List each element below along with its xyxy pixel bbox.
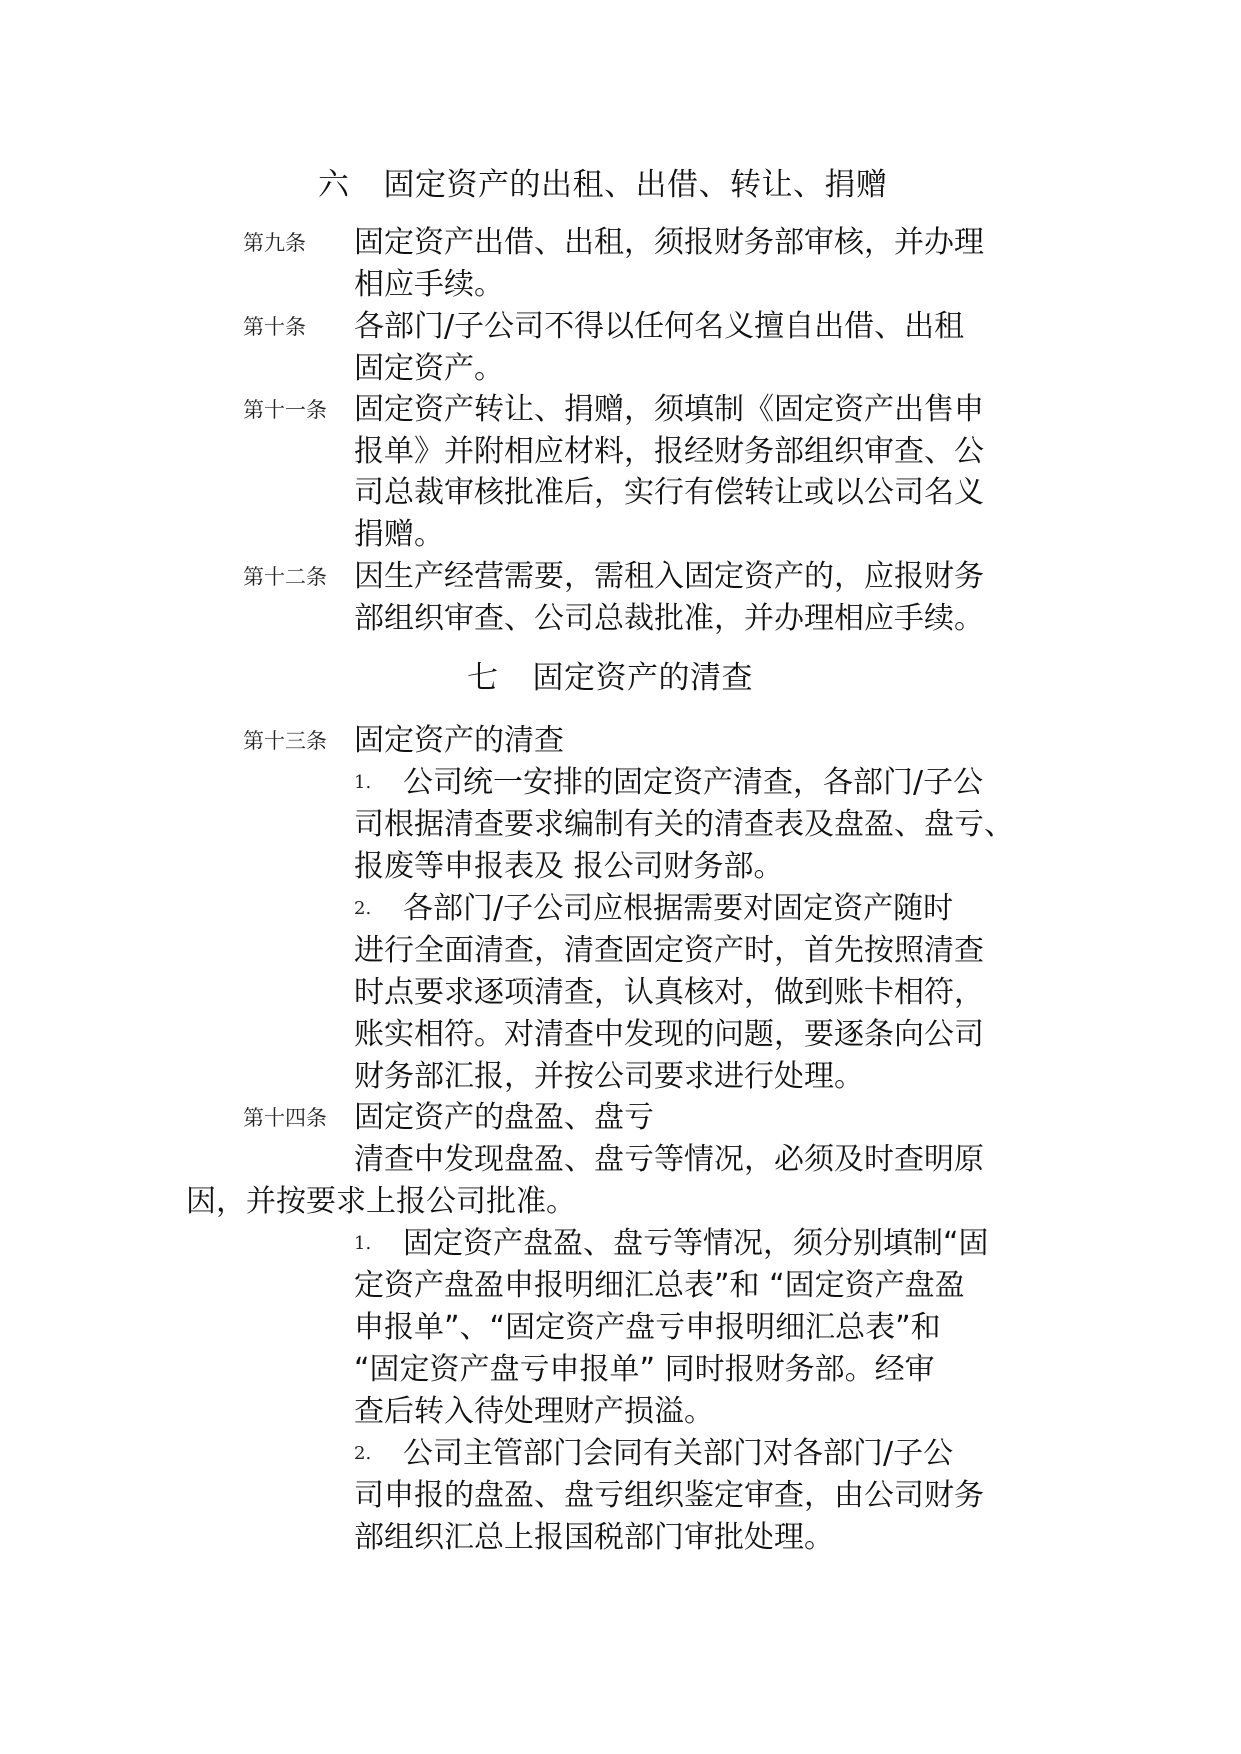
article-13-item-2-line: 财务部汇报，并按公司要求进行处理。 <box>354 1059 864 1094</box>
article-13-item-2-line: 各部门/子公司应根据需要对固定资产随时 <box>403 891 954 926</box>
section-title: 固定资产的清查 <box>532 660 753 696</box>
item-number: 1. <box>354 1233 372 1254</box>
article-10-line: 固定资产。 <box>354 351 504 386</box>
article-11-label: 第十一条 <box>243 398 327 422</box>
article-12-label: 第十二条 <box>243 565 327 589</box>
item-number: 2. <box>354 1443 372 1464</box>
article-13-item-1-line: 司根据清查要求编制有关的清查表及盘盈、盘亏、 <box>354 807 1014 842</box>
article-14-item-1-line: 固定资产盘盈、盘亏等情况，须分别填制“固 <box>403 1226 989 1261</box>
item-number: 1. <box>354 772 372 793</box>
section-number: 七 <box>467 660 499 696</box>
article-11-line: 捐赠。 <box>354 517 444 552</box>
article-14-item-1-line: 申报单”、“固定资产盘亏申报明细汇总表”和 <box>354 1310 941 1345</box>
article-9-label: 第九条 <box>243 231 306 255</box>
article-10-label: 第十条 <box>243 315 306 339</box>
article-13-item-1-line: 报废等申报表及 报公司财务部。 <box>354 849 784 884</box>
article-13-item-2-line: 时点要求逐项清查，认真核对，做到账卡相符， <box>354 975 984 1010</box>
article-11-line: 司总裁审核批准后，实行有偿转让或以公司名义 <box>354 475 984 510</box>
article-11-line: 报单》并附相应材料，报经财务部组织审查、公 <box>354 434 984 469</box>
article-12-line: 因生产经营需要，需租入固定资产的，应报财务 <box>354 559 984 594</box>
article-14-item-2-line: 部组织汇总上报国税部门审批处理。 <box>354 1520 834 1555</box>
article-9-line: 相应手续。 <box>354 267 504 302</box>
section-heading-6 <box>318 164 888 206</box>
article-14-intro-line: 因，并按要求上报公司批准。 <box>186 1184 576 1219</box>
article-14-item-2-line: 司申报的盘盈、盘亏组织鉴定审查，由公司财务 <box>354 1478 984 1513</box>
article-14-label: 第十四条 <box>243 1106 327 1130</box>
article-12-line: 部组织审查、公司总裁批准，并办理相应手续。 <box>354 601 984 636</box>
article-13-label: 第十三条 <box>243 729 327 753</box>
section-heading-7 <box>467 657 753 699</box>
article-14-item-1-line: 定资产盘盈申报明细汇总表”和 “固定资产盘盈 <box>354 1268 965 1303</box>
article-13-title: 固定资产的清查 <box>354 723 564 758</box>
article-14-title: 固定资产的盘盈、盘亏 <box>354 1100 654 1135</box>
article-14-intro-line: 清查中发现盘盈、盘亏等情况，必须及时查明原 <box>354 1142 984 1177</box>
section-title: 固定资产的出租、出借、转让、捐赠 <box>383 167 888 203</box>
article-13-item-2-line: 进行全面清查，清查固定资产时，首先按照清查 <box>354 933 984 968</box>
article-13-item-2-line: 账实相符。对清查中发现的问题，要逐条向公司 <box>354 1017 984 1052</box>
section-number: 六 <box>318 167 350 203</box>
article-13-item-1-line: 公司统一安排的固定资产清查，各部门/子公 <box>403 765 984 800</box>
article-14-item-2-line: 公司主管部门会同有关部门对各部门/子公 <box>403 1436 954 1471</box>
article-14-item-1-line: “固定资产盘亏申报单” 同时报财务部。经审 <box>354 1352 935 1387</box>
item-number: 2. <box>354 898 372 919</box>
article-10-line: 各部门/子公司不得以任何名义擅自出借、出租 <box>354 309 965 344</box>
article-11-line: 固定资产转让、捐赠，须填制《固定资产出售申 <box>354 392 984 427</box>
article-14-item-1-line: 查后转入待处理财产损溢。 <box>354 1394 714 1429</box>
article-9-line: 固定资产出借、出租，须报财务部审核，并办理 <box>354 225 984 260</box>
